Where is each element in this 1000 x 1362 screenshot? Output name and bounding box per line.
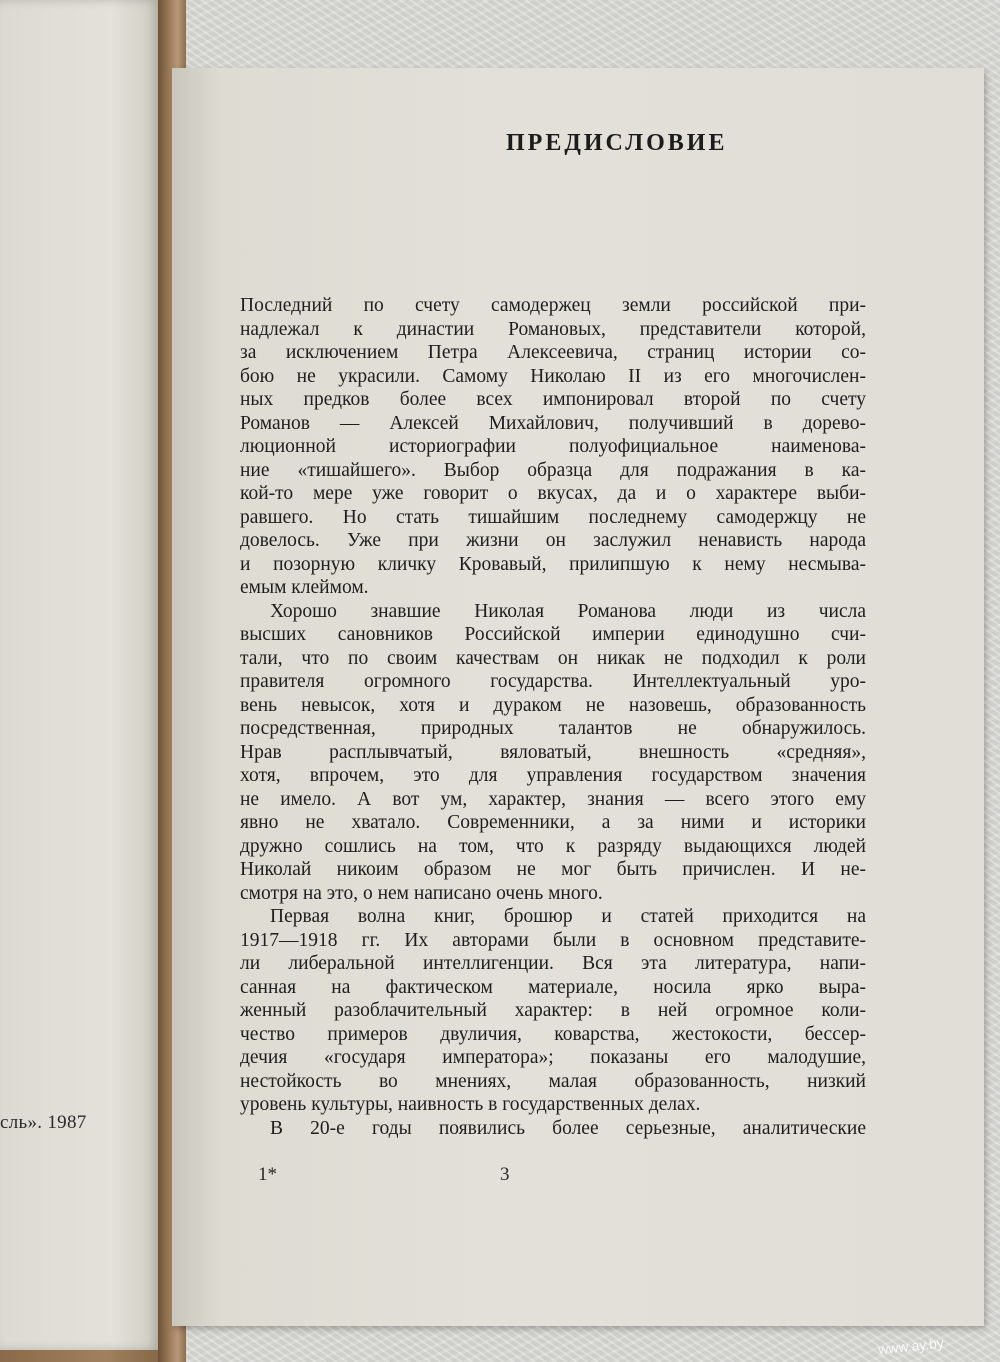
text-line: ние «тишайшего». Выбор образца для подражания в ка- bbox=[240, 459, 866, 481]
text-line: довелось. Уже при жизни он заслужил ненависть народа bbox=[240, 530, 866, 551]
text-line: надлежал к династии Романовых, представители которой, bbox=[240, 318, 866, 340]
text-line: ных предков более всех импонировал второй по счету bbox=[240, 389, 866, 410]
text-line: и позорную кличку Кровавый, прилипшую к нему несмыва- bbox=[240, 553, 866, 575]
text-line: высших сановников Российской империи единодушно счи- bbox=[240, 624, 866, 645]
text-line: равшего. Но стать тишайшим последнему самодержцу не bbox=[240, 506, 866, 528]
watermark: www.ay.by bbox=[877, 1334, 945, 1358]
left-page-footer: сль». 1987 bbox=[0, 1112, 87, 1133]
text-line: уровень культуры, наивность в государственных делах. bbox=[240, 1094, 701, 1115]
text-line: чество примеров двуличия, коварства, жестокости, бессер- bbox=[240, 1023, 866, 1045]
text-line: нестойкость во мнениях, малая образованность, низкий bbox=[240, 1070, 866, 1092]
paragraph bbox=[240, 1117, 866, 1141]
text-line: смотря на это, о нем написано очень много. bbox=[240, 882, 603, 904]
text-line: дружно сошлись на том, что к разряду выдающихся людей bbox=[240, 835, 866, 857]
text-line: санная на фактическом материале, носила ярко выра- bbox=[240, 976, 866, 998]
text-line: за исключением Петра Алексеевича, страниц истории со- bbox=[240, 342, 866, 363]
text-line: емым клеймом. bbox=[240, 577, 369, 598]
text-line: люционной историографии полуофициальное наименова- bbox=[240, 436, 866, 457]
left-page bbox=[0, 0, 160, 1350]
body-text bbox=[240, 294, 866, 1140]
text-line: Хорошо знавшие Николая Романова люди из числа bbox=[270, 600, 866, 622]
signature-mark: 1* bbox=[258, 1164, 277, 1185]
text-line: Первая волна книг, брошюр и статей приходится на bbox=[270, 906, 866, 927]
text-line: В 20-е годы появились более серьезные, аналитические bbox=[270, 1117, 866, 1139]
text-line: тали, что по своим качествам он никак не подходил к роли bbox=[240, 647, 866, 669]
page-title: ПРЕДИСЛОВИЕ bbox=[506, 130, 728, 156]
text-line: хотя, впрочем, это для управления государством значения bbox=[240, 765, 866, 786]
text-line: ли либеральной интеллигенции. Вся эта литература, напи- bbox=[240, 953, 866, 974]
text-line: не имело. А вот ум, характер, знания — всего этого ему bbox=[240, 788, 866, 810]
paragraph bbox=[240, 905, 866, 1117]
text-line: посредственная, природных талантов не обнаружилось. bbox=[240, 718, 866, 739]
text-line: правителя огромного государства. Интеллектуальный уро- bbox=[240, 671, 866, 692]
text-line: дечия «государя императора»; показаны его малодушие, bbox=[240, 1047, 866, 1068]
text-line: Последний по счету самодержец земли российской при- bbox=[240, 295, 866, 316]
paragraph bbox=[240, 600, 866, 906]
text-line: Нрав расплывчатый, вяловатый, внешность «средняя», bbox=[240, 741, 866, 763]
text-line: Романов — Алексей Михайлович, получивший в дорево- bbox=[240, 412, 866, 434]
text-line: явно не хватало. Современники, а за ними и историки bbox=[240, 812, 866, 833]
text-line: кой-то мере уже говорит о вкусах, да и о характере выби- bbox=[240, 483, 866, 504]
text-line: бою не украсили. Самому Николаю II из его многочислен- bbox=[240, 365, 866, 387]
page-number: 3 bbox=[500, 1164, 510, 1185]
text-line: Николай никоим образом не мог быть причислен. И не- bbox=[240, 859, 866, 880]
text-line: вень невысок, хотя и дураком не назовешь, образованность bbox=[240, 694, 866, 716]
paragraph bbox=[240, 294, 866, 600]
text-line: 1917—1918 гг. Их авторами были в основном представите- bbox=[240, 929, 866, 951]
text-line: женный разоблачительный характер: в ней огромное коли- bbox=[240, 1000, 866, 1021]
